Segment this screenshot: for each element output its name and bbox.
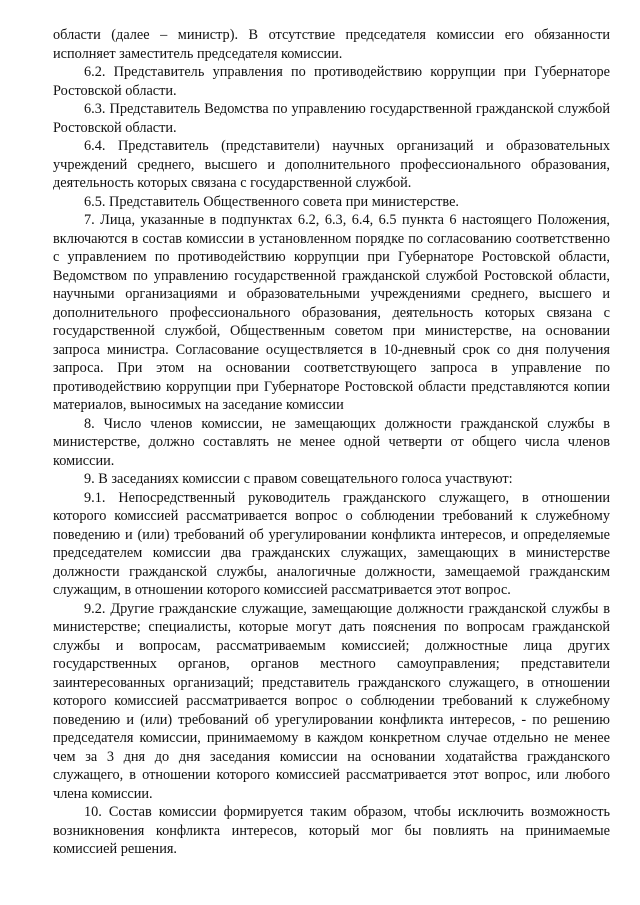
paragraph-6-5: 6.5. Представитель Общественного совета при министерстве. [84,193,459,210]
paragraph-9-1: 9.1. Непосредственный руководитель гражданского служащего, в отношении которого комиссией рассматривается вопрос о соблюдении требований к служебному поведению и (или) требований об урегулировании конфликта интересов, и определяемые председателем комиссии два гражданских служащих, замещающих в министерстве должности гражданской службы, аналогичные должности, замещаемой гражданским служащим, в отношении которого комиссией рассматривается этот вопрос. [53,489,610,598]
paragraph-9: 9. В заседаниях комиссии с правом совещательного голоса участвуют: [84,471,513,487]
paragraph-6-3: 6.3. Представитель Ведомства по управлению государственной гражданской службой Ростовской области. [53,101,610,136]
paragraph-8: 8. Число членов комиссии, не замещающих должности гражданской службы в министерстве, должно составлять не менее одной четверти от общего числа членов комиссии. [53,415,610,469]
document-page [53,26,610,859]
paragraph-9-2: 9.2. Другие гражданские служащие, замещающие должности гражданской службы в министерстве; специалисты, которые могут дать пояснения по вопросам гражданской службы и вопросам, рассматриваемым комиссией; должностные лица других государственных органов, органов местного самоуправления; представители заинтересованных организаций; представитель гражданского служащего, в отношении которого комиссией рассматривается вопрос о соблюдении требований к служебному поведению и (или) требований об урегулировании конфликта интересов, - по решению председателя комиссии, принимаемому в каждом конкретном случае отдельно не менее чем за 3 дня до дня заседания комиссии на основании ходатайства гражданского служащего, в отношении которого комиссией рассматривается этот вопрос, или любого члена комиссии. [53,600,610,802]
paragraph-7: 7. Лица, указанные в подпунктах 6.2, 6.3, 6.4, 6.5 пункта 6 настоящего Положения, включаются в состав комиссии в установленном порядке по согласованию соответственно с управлением по противодействию коррупции при Губернаторе Ростовской области, Ведомством по управлению государственной гражданской службой Ростовской области, научными организациями и образовательными учреждениями среднего, высшего и дополнительного профессионального образования, деятельность которых связана с государственной службой, Общественным советом при министерстве, на основании запроса министра. Согласование осуществляется в 10-дневный срок со дня получения запроса. При этом на основании соответствующего запроса в управление по противодействию коррупции при Губернаторе Ростовской области представляются копии материалов, выносимых на заседание комиссии [53,212,610,413]
paragraph-continuation: области (далее – министр). В отсутствие председателя комиссии его обязанности исполняет заместитель председателя комиссии. [53,27,610,62]
paragraph-10: 10. Состав комиссии формируется таким образом, чтобы исключить возможность возникновения конфликта интересов, который мог бы повлиять на принимаемые комиссией решения. [53,804,610,857]
paragraph-6-2: 6.2. Представитель управления по противодействию коррупции при Губернаторе Ростовской области. [53,64,610,99]
paragraph-6-4: 6.4. Представитель (представители) научных организаций и образовательных учреждений среднего, высшего и дополнительного профессионального образования, деятельность которых связана с государственной службой. [53,138,610,191]
